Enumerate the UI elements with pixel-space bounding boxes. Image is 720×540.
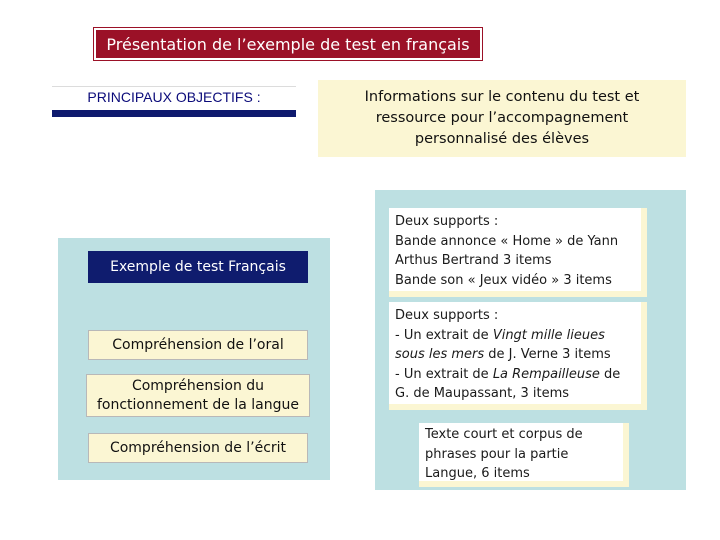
page-title: Présentation de l’exemple de test en français (94, 28, 482, 60)
item-prefix: - Un extrait de (395, 366, 493, 382)
written-supports-box (389, 302, 647, 410)
written-support-item (395, 365, 635, 404)
item-suffix: de J. Verne 3 items (484, 347, 611, 362)
book-title: La Rempailleuse (492, 366, 600, 382)
oral-comprehension-box: Compréhension de l’oral (88, 330, 308, 360)
item-suffix: de G. de Maupassant, 3 items (395, 366, 621, 401)
info-box: Informations sur le contenu du test et ressource pour l’accompagnement personnalisé des élèves (318, 80, 686, 157)
written-comprehension-box: Compréhension de l’écrit (88, 433, 308, 463)
oral-supports-line: Bande son « Jeux vidéo » 3 items (395, 272, 612, 288)
book-title: Vingt mille lieues sous les mers (395, 327, 605, 362)
item-prefix: - Un extrait de (395, 327, 493, 343)
objectives-heading: PRINCIPAUX OBJECTIFS : (52, 86, 296, 117)
language-comprehension-box: Compréhension du fonctionnement de la langue (86, 374, 310, 417)
oral-supports-line: Deux supports : (395, 214, 499, 229)
written-support-item (395, 326, 635, 365)
language-corpus-box: Texte court et corpus de phrases pour la partie Langue, 6 items (419, 423, 629, 487)
oral-supports-box (389, 208, 647, 297)
exemple-test-box: Exemple de test Français (88, 251, 308, 283)
written-supports-heading: Deux supports : (395, 308, 499, 323)
oral-supports-line: Bande annonce « Home » de Yann Arthus Bertrand 3 items (395, 233, 619, 268)
